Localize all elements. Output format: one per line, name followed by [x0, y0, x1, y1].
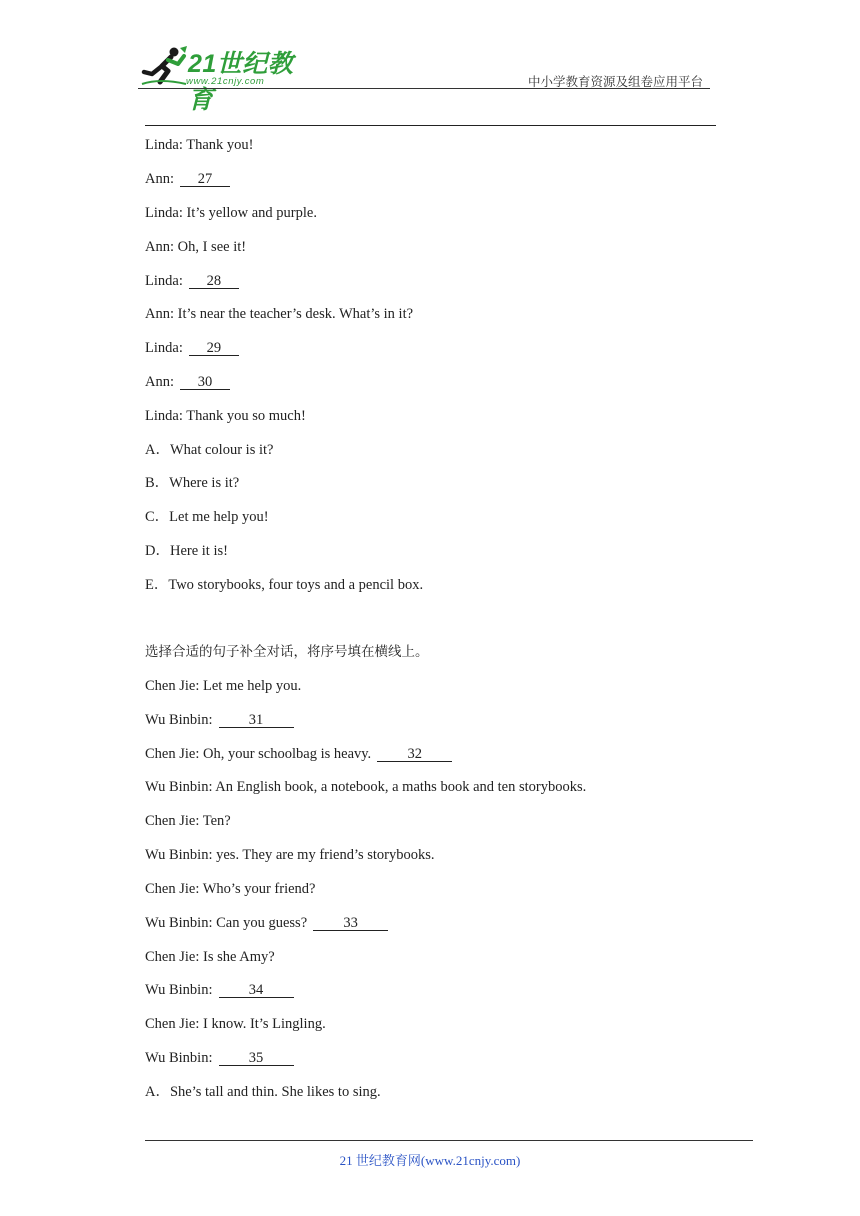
dialogue-line: Chen Jie: Let me help you. [145, 678, 302, 694]
dialogue-line: Ann: 27 [145, 170, 230, 188]
dialogue-line: Chen Jie: Who’s your friend? [145, 881, 316, 897]
logo [140, 44, 315, 114]
runner-logo-icon [140, 44, 188, 88]
option-e: E．Two storybooks, four toys and a pencil box. [145, 577, 424, 593]
answer-blank-32[interactable]: 32 [377, 747, 452, 762]
answer-blank-29[interactable]: 29 [189, 341, 239, 356]
option-b: B．Where is it? [145, 475, 240, 491]
dialogue-line: Wu Binbin: An English book, a notebook, a maths book and ten storybooks. [145, 779, 587, 795]
logo-url: www.21cnjy.com [186, 76, 265, 87]
answer-blank-35[interactable]: 35 [219, 1051, 294, 1066]
answer-blank-34[interactable]: 34 [219, 983, 294, 998]
dialogue-line: Chen Jie: I know. It’s Lingling. [145, 1016, 326, 1032]
footer-divider [145, 1140, 753, 1141]
option-a: A．She’s tall and thin. She likes to sing. [145, 1084, 381, 1100]
content-top-rule [145, 125, 716, 126]
dialogue-line: Wu Binbin: 34 [145, 981, 294, 999]
dialogue-line: Linda: It’s yellow and purple. [145, 205, 317, 221]
option-d: D．Here it is! [145, 543, 228, 559]
dialogue-line: Ann: 30 [145, 373, 230, 391]
dialogue-line: Linda: Thank you so much! [145, 408, 306, 424]
option-c: C．Let me help you! [145, 509, 269, 525]
dialogue-line: Wu Binbin: yes. They are my friend’s storybooks. [145, 847, 435, 863]
section-instruction: 选择合适的句子补全对话，将序号填在横线上。 [145, 644, 429, 660]
logo-text: 21世纪教育 [188, 50, 294, 114]
dialogue-line: Linda: 28 [145, 272, 239, 290]
dialogue-line: Wu Binbin: 31 [145, 711, 294, 729]
answer-blank-33[interactable]: 33 [313, 916, 388, 931]
dialogue-line: Wu Binbin: Can you guess? 33 [145, 914, 388, 932]
page-header [0, 0, 860, 114]
footer-link[interactable]: 21 世纪教育网(www.21cnjy.com) [339, 1153, 521, 1168]
dialogue-line: Wu Binbin: 35 [145, 1049, 294, 1067]
dialogue-line: Ann: It’s near the teacher’s desk. What’s in it? [145, 306, 414, 322]
answer-blank-28[interactable]: 28 [189, 274, 239, 289]
header-tagline: 中小学教育资源及组卷应用平台 [528, 74, 704, 89]
header-divider [138, 88, 710, 89]
answer-blank-27[interactable]: 27 [180, 172, 230, 187]
answer-blank-30[interactable]: 30 [180, 375, 230, 390]
dialogue-line: Chen Jie: Ten? [145, 813, 231, 829]
dialogue-line: Ann: Oh, I see it! [145, 239, 247, 255]
dialogue-line: Chen Jie: Oh, your schoolbag is heavy. 32 [145, 745, 452, 763]
dialogue-line: Linda: Thank you! [145, 137, 254, 153]
dialogue-line: Chen Jie: Is she Amy? [145, 949, 275, 965]
option-a: A．What colour is it? [145, 442, 274, 458]
answer-blank-31[interactable]: 31 [219, 713, 294, 728]
dialogue-line: Linda: 29 [145, 339, 239, 357]
